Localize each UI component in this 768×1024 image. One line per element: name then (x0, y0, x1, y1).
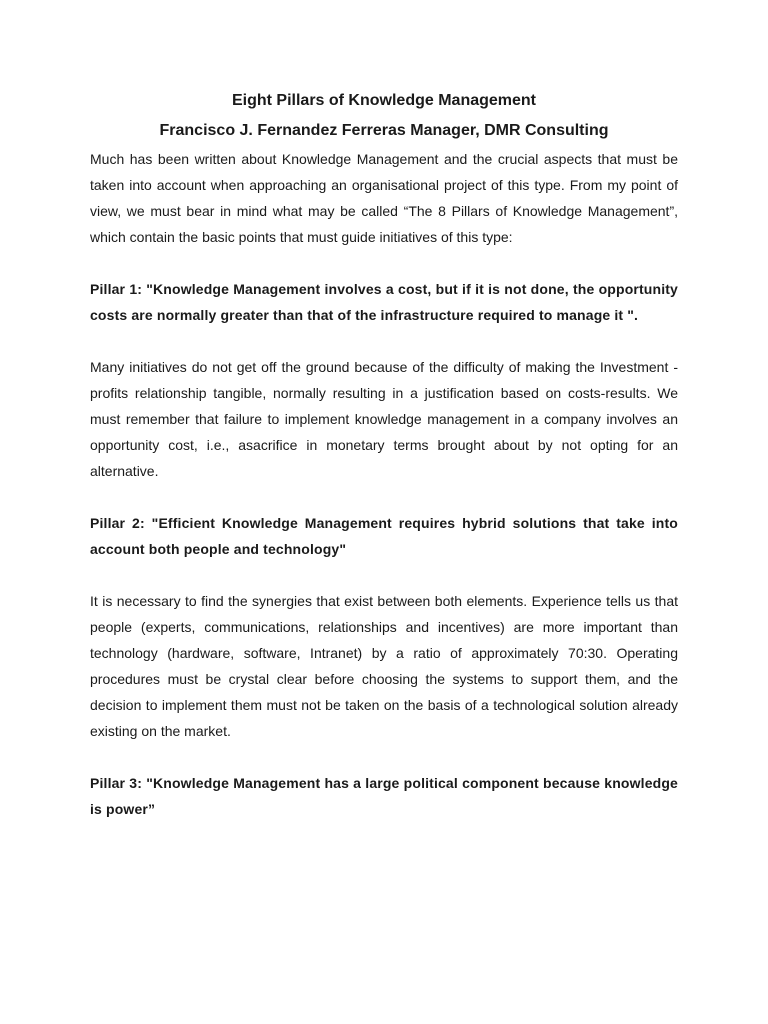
pillar-1-heading: Pillar 1: "Knowledge Management involves a cost, but if it is not done, the opportunity costs are normally greater than that of the infrastructure required to manage it ". (90, 281, 678, 323)
paragraph-spacer (90, 250, 678, 276)
intro-paragraph: Much has been written about Knowledge Management and the crucial aspects that must be taken into account when approaching an organisational project of this type. From my point of view, we must bear in mind what may be called “The 8 Pillars of Knowledge Management”, which contain the basic points that must guide initiatives of this type: (90, 151, 678, 245)
paragraph-spacer (90, 328, 678, 354)
pillar-2-body: It is necessary to find the synergies that exist between both elements. Experience tells us that people (experts, communications, relationships and incentives) are more important than technology (hardware, software, Intranet) by a ratio of approximately 70:30. Operating procedures must be crystal clear before choosing the systems to support them, and the decision to implement them must not be taken on the basis of a technological solution already existing on the market. (90, 593, 678, 739)
author-line: Francisco J. Fernandez Ferreras Manager, DMR Consulting (159, 122, 609, 139)
pillar-3-heading: Pillar 3: "Knowledge Management has a large political component because knowledge is power” (90, 775, 678, 817)
document-title: Eight Pillars of Knowledge Management (231, 92, 537, 109)
pillar-2-heading: Pillar 2: "Efficient Knowledge Management requires hybrid solutions that take into account both people and technology" (90, 515, 678, 557)
pillar-1-body: Many initiatives do not get off the ground because of the difficulty of making the Investment - profits relationship tangible, normally resulting in a justification based on costs-results. We must remember that failure to implement knowledge management in a company involves an opportunity cost, i.e., asacrifice in monetary terms brought about by not opting for an alternative. (90, 359, 678, 479)
paragraph-spacer (90, 744, 678, 770)
paragraph-spacer (90, 562, 678, 588)
paragraph-spacer (90, 484, 678, 510)
document-page (90, 88, 678, 822)
